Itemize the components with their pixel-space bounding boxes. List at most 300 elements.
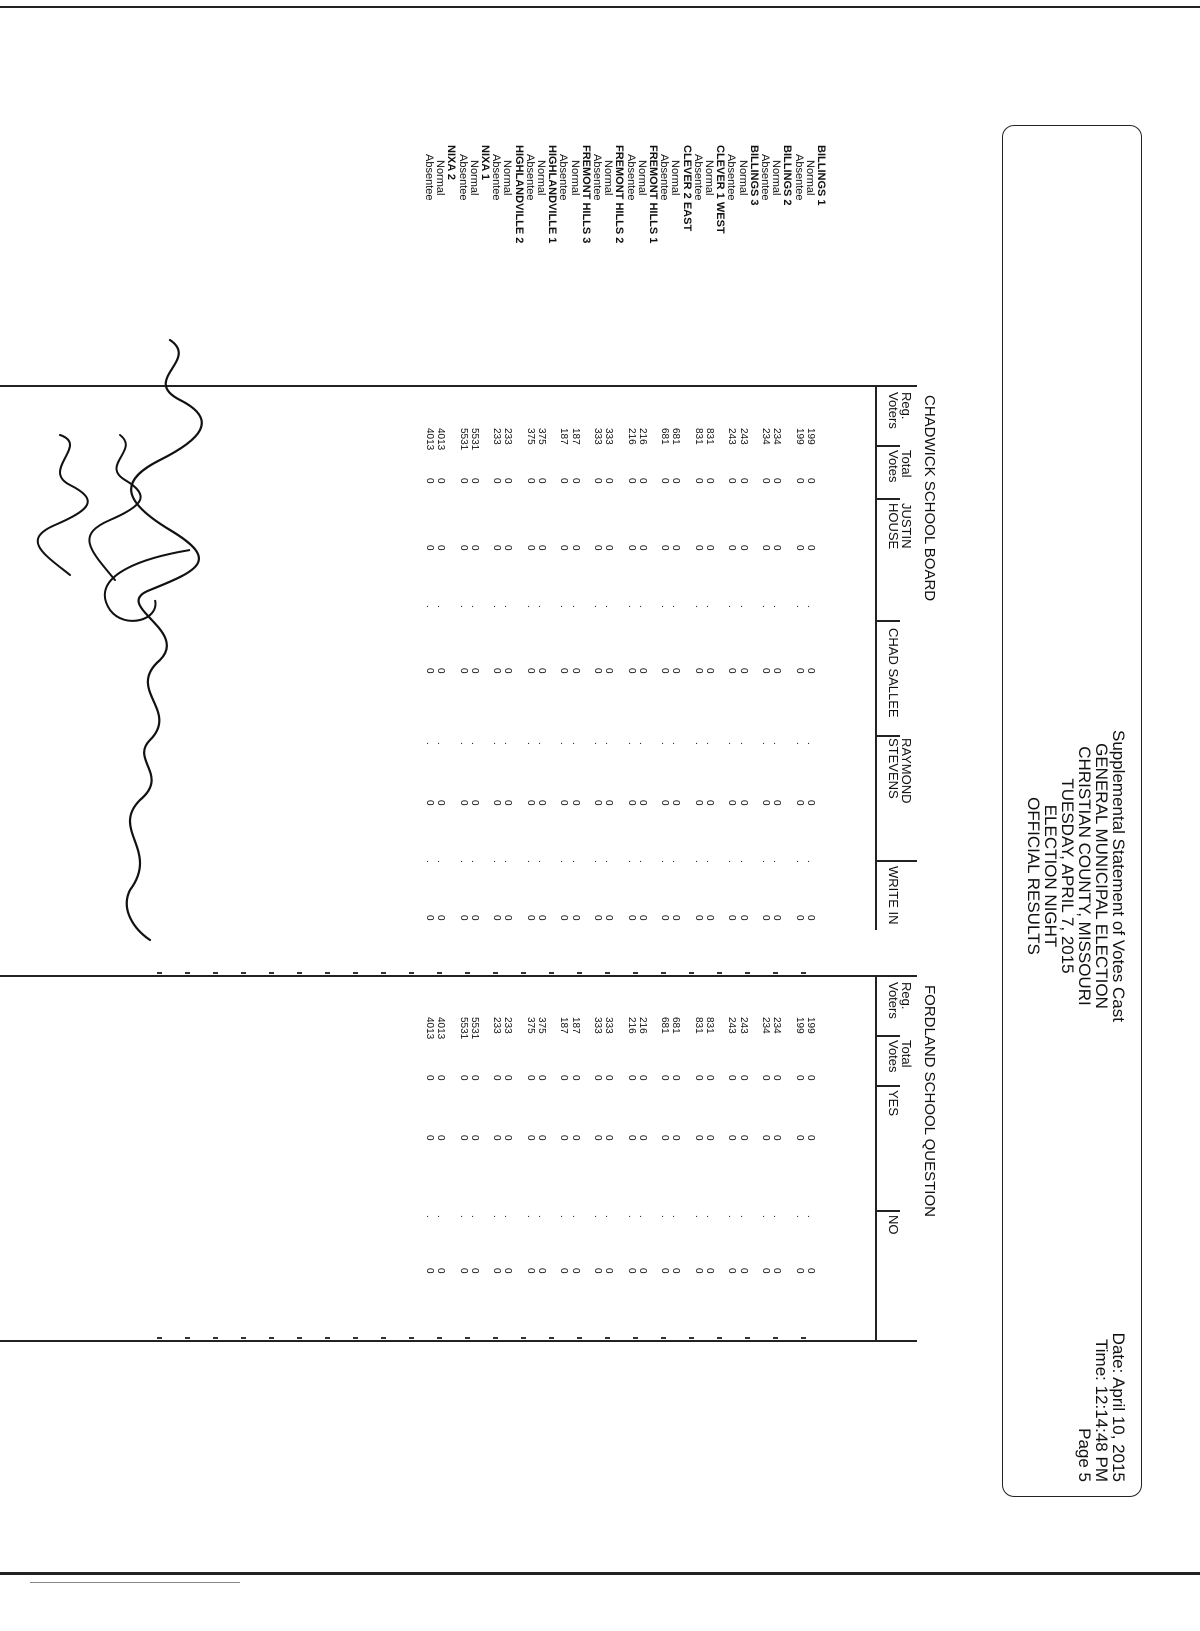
chad-sallee-pct-cell: .	[737, 742, 749, 745]
col-sep	[877, 1085, 900, 1087]
justin-house-cell: 0	[491, 545, 503, 551]
fordland-reg-voters-cell: 234	[771, 1017, 783, 1034]
write-in-cell: 0	[636, 915, 648, 921]
fordland-yes-pct-cell: .	[625, 1215, 637, 1218]
report-title-line: CHRISTIAN COUNTY, MISSOURI	[1075, 746, 1094, 1006]
write-in-cell: 0	[457, 915, 469, 921]
fordland-yes-pct-cell: .	[592, 1215, 603, 1218]
rule-tick	[157, 972, 162, 974]
fordland-yes-cell: 0	[424, 1135, 435, 1141]
report-time: Time: 12:14:48 PM	[1092, 1339, 1111, 1482]
total-votes-cell: 0	[502, 478, 514, 484]
precinct-name: CLEVER 2 EAST	[680, 145, 693, 232]
row-label-absentee: Absentee	[725, 154, 738, 201]
report-title-line: OFFICIAL RESULTS	[1024, 797, 1043, 955]
col-header-raymond-stevens: RAYMOND STEVENS	[886, 738, 914, 804]
fordland-total-votes-cell: 0	[558, 1075, 570, 1081]
fordland-total-votes-cell: 0	[491, 1075, 503, 1081]
total-votes-cell: 0	[636, 478, 648, 484]
write-in-cell: 0	[692, 915, 704, 921]
fordland-yes-pct-cell: .	[558, 1215, 570, 1218]
raymond-stevens-cell: 0	[603, 800, 615, 806]
raymond-stevens-pct-cell: .	[804, 860, 816, 863]
precinct-name: FREMONT HILLS 3	[579, 145, 592, 244]
fordland-yes-pct-cell: .	[603, 1215, 615, 1218]
write-in-cell: 0	[468, 915, 480, 921]
fordland-yes-pct-cell: .	[737, 1215, 749, 1218]
justin-house-pct-cell: .	[636, 605, 648, 608]
reg-voters-cell: 333	[603, 428, 615, 445]
fordland-yes-pct-cell: .	[536, 1215, 547, 1218]
fordland-reg-voters-cell: 681	[659, 1017, 671, 1034]
fordland-no-cell: 0	[569, 1268, 581, 1274]
justin-house-cell: 0	[670, 545, 682, 551]
justin-house-pct-cell: .	[558, 605, 570, 608]
justin-house-cell: 0	[524, 545, 536, 551]
fordland-total-votes-cell: 0	[659, 1075, 671, 1081]
row-label-normal: Normal	[568, 160, 581, 196]
justin-house-pct-cell: .	[670, 605, 682, 608]
col-sep	[877, 498, 900, 500]
fordland-no-cell: 0	[424, 1268, 435, 1274]
write-in-cell: 0	[793, 915, 805, 921]
chad-sallee-cell: 0	[636, 668, 648, 674]
chadwick-section-title: CHADWICK SCHOOL BOARD	[921, 395, 938, 602]
raymond-stevens-pct-cell: .	[558, 860, 570, 863]
chad-sallee-pct-cell: .	[592, 742, 603, 745]
justin-house-cell: 0	[558, 545, 570, 551]
rule-tick	[549, 1337, 554, 1339]
row-label-absentee: Absentee	[557, 154, 570, 201]
chad-sallee-pct-cell: .	[491, 742, 503, 745]
fordland-no-cell: 0	[502, 1268, 514, 1274]
fordland-total-votes-cell: 0	[457, 1075, 469, 1081]
fordland-yes-cell: 0	[536, 1135, 547, 1141]
rule-tick	[745, 1337, 750, 1339]
rule-tick	[185, 1337, 190, 1339]
reg-voters-cell: 333	[592, 428, 603, 445]
raymond-stevens-cell: 0	[804, 800, 816, 806]
rule-tick	[353, 972, 358, 974]
justin-house-cell: 0	[536, 545, 547, 551]
col-header-yes: YES	[886, 1090, 901, 1117]
fordland-no-cell: 0	[625, 1268, 637, 1274]
precinct-name: HIGHLANDVILLE 1	[546, 145, 559, 244]
rule-tick	[409, 1337, 414, 1339]
raymond-stevens-pct-cell: .	[603, 860, 615, 863]
rule-tick	[605, 972, 610, 974]
fordland-yes-cell: 0	[636, 1135, 648, 1141]
fordland-yes-cell: 0	[760, 1135, 771, 1141]
chad-sallee-cell: 0	[424, 668, 435, 674]
raymond-stevens-pct-cell: .	[625, 860, 637, 863]
row-label-normal: Normal	[434, 160, 447, 196]
reg-voters-cell: 5531	[468, 428, 480, 451]
fordland-reg-voters-cell: 375	[536, 1017, 547, 1034]
chad-sallee-pct-cell: .	[793, 742, 805, 745]
raymond-stevens-pct-cell: .	[670, 860, 682, 863]
fordland-section-title: FORDLAND SCHOOL QUESTION	[921, 985, 938, 1217]
justin-house-cell: 0	[704, 545, 715, 551]
col-sep	[877, 735, 900, 737]
raymond-stevens-cell: 0	[704, 800, 715, 806]
chad-sallee-cell: 0	[603, 668, 615, 674]
rule-tick	[437, 972, 442, 974]
col-sep	[877, 1210, 900, 1212]
write-in-cell: 0	[603, 915, 615, 921]
chad-sallee-pct-cell: .	[558, 742, 570, 745]
fordland-no-cell: 0	[670, 1268, 682, 1274]
reg-voters-cell: 375	[536, 428, 547, 445]
row-label-absentee: Absentee	[691, 154, 704, 201]
fordland-no-cell: 0	[524, 1268, 536, 1274]
col-header-total-votes: Total Votes	[886, 450, 914, 483]
col-sep	[877, 620, 900, 622]
fordland-yes-cell: 0	[468, 1135, 480, 1141]
raymond-stevens-pct-cell: .	[424, 860, 435, 863]
raymond-stevens-cell: 0	[659, 800, 671, 806]
fordland-yes-cell: 0	[603, 1135, 615, 1141]
total-votes-cell: 0	[659, 478, 671, 484]
write-in-cell: 0	[536, 915, 547, 921]
rule-tick	[353, 1337, 358, 1339]
row-label-normal: Normal	[669, 160, 682, 196]
fordland-yes-pct-cell: .	[636, 1215, 648, 1218]
fordland-yes-cell: 0	[558, 1135, 570, 1141]
rule-tick	[185, 972, 190, 974]
write-in-cell: 0	[804, 915, 816, 921]
justin-house-cell: 0	[659, 545, 671, 551]
justin-house-pct-cell: .	[502, 605, 514, 608]
reg-voters-cell: 199	[793, 428, 805, 445]
col-header-total-votes-fordland: Total Votes	[886, 1040, 914, 1073]
fordland-left-rule-lower	[0, 975, 877, 977]
justin-house-cell: 0	[502, 545, 514, 551]
fordland-yes-cell: 0	[659, 1135, 671, 1141]
rule-tick	[269, 1337, 274, 1339]
total-votes-cell: 0	[457, 478, 469, 484]
fordland-yes-cell: 0	[692, 1135, 704, 1141]
fordland-total-votes-cell: 0	[737, 1075, 749, 1081]
fordland-yes-pct-cell: .	[670, 1215, 682, 1218]
row-label-normal: Normal	[803, 160, 816, 196]
chad-sallee-cell: 0	[692, 668, 704, 674]
reg-voters-cell: 234	[760, 428, 771, 445]
fordland-total-votes-cell: 0	[524, 1075, 536, 1081]
total-votes-cell: 0	[536, 478, 547, 484]
fordland-yes-cell: 0	[524, 1135, 536, 1141]
rule-tick	[801, 1337, 806, 1339]
justin-house-cell: 0	[457, 545, 469, 551]
justin-house-pct-cell: .	[704, 605, 715, 608]
row-label-absentee: Absentee	[759, 154, 771, 201]
fordland-yes-cell: 0	[771, 1135, 783, 1141]
fordland-reg-voters-cell: 233	[491, 1017, 503, 1034]
chad-sallee-cell: 0	[793, 668, 805, 674]
fordland-reg-voters-cell: 831	[692, 1017, 704, 1034]
chad-sallee-cell: 0	[569, 668, 581, 674]
raymond-stevens-pct-cell: .	[692, 860, 704, 863]
fordland-no-cell: 0	[636, 1268, 648, 1274]
chad-sallee-cell: 0	[536, 668, 547, 674]
total-votes-cell: 0	[558, 478, 570, 484]
write-in-cell: 0	[435, 915, 447, 921]
fordland-reg-voters-cell: 243	[737, 1017, 749, 1034]
write-in-cell: 0	[569, 915, 581, 921]
fordland-no-cell: 0	[435, 1268, 447, 1274]
justin-house-pct-cell: .	[524, 605, 536, 608]
raymond-stevens-pct-cell: .	[491, 860, 503, 863]
fordland-yes-cell: 0	[704, 1135, 715, 1141]
justin-house-pct-cell: .	[424, 605, 435, 608]
justin-house-cell: 0	[636, 545, 648, 551]
fordland-yes-pct-cell: .	[468, 1215, 480, 1218]
chad-sallee-cell: 0	[558, 668, 570, 674]
raymond-stevens-cell: 0	[670, 800, 682, 806]
row-label-absentee: Absentee	[523, 154, 536, 201]
write-in-cell: 0	[502, 915, 514, 921]
justin-house-pct-cell: .	[457, 605, 469, 608]
raymond-stevens-cell: 0	[793, 800, 805, 806]
chad-sallee-cell: 0	[760, 668, 771, 674]
fordland-no-cell: 0	[468, 1268, 480, 1274]
row-label-normal: Normal	[703, 160, 715, 196]
raymond-stevens-pct-cell: .	[636, 860, 648, 863]
chad-sallee-cell: 0	[704, 668, 715, 674]
fordland-no-cell: 0	[704, 1268, 715, 1274]
total-votes-cell: 0	[804, 478, 816, 484]
justin-house-cell: 0	[737, 545, 749, 551]
fordland-reg-voters-cell: 333	[592, 1017, 603, 1034]
chad-sallee-pct-cell: .	[424, 742, 435, 745]
total-votes-cell: 0	[569, 478, 581, 484]
col-header-reg-voters-fordland: Reg. Voters	[886, 982, 914, 1019]
fordland-no-cell: 0	[726, 1268, 738, 1274]
write-in-cell: 0	[771, 915, 783, 921]
chad-sallee-cell: 0	[435, 668, 447, 674]
rule-tick	[661, 972, 666, 974]
fordland-reg-voters-cell: 187	[558, 1017, 570, 1034]
precinct-name: NIXA 1	[479, 145, 491, 181]
precinct-name: BILLINGS 1	[815, 145, 827, 206]
raymond-stevens-cell: 0	[524, 800, 536, 806]
fordland-total-votes-cell: 0	[636, 1075, 648, 1081]
chad-sallee-cell: 0	[625, 668, 637, 674]
reg-voters-cell: 681	[659, 428, 671, 445]
fordland-no-cell: 0	[592, 1268, 603, 1274]
chad-sallee-pct-cell: .	[457, 742, 469, 745]
rule-tick	[773, 1337, 778, 1339]
reg-voters-cell: 233	[502, 428, 514, 445]
raymond-stevens-cell: 0	[726, 800, 738, 806]
col-header-reg-voters: Reg. Voters	[886, 392, 914, 429]
total-votes-cell: 0	[771, 478, 783, 484]
rule-tick	[269, 972, 274, 974]
justin-house-pct-cell: .	[592, 605, 603, 608]
row-label-normal: Normal	[535, 160, 547, 196]
fordland-total-votes-cell: 0	[435, 1075, 447, 1081]
fordland-reg-voters-cell: 233	[502, 1017, 514, 1034]
total-votes-cell: 0	[524, 478, 536, 484]
justin-house-pct-cell: .	[625, 605, 637, 608]
justin-house-cell: 0	[592, 545, 603, 551]
raymond-stevens-pct-cell: .	[760, 860, 771, 863]
raymond-stevens-pct-cell: .	[726, 860, 738, 863]
raymond-stevens-cell: 0	[760, 800, 771, 806]
justin-house-cell: 0	[760, 545, 771, 551]
raymond-stevens-cell: 0	[435, 800, 447, 806]
write-in-cell: 0	[491, 915, 503, 921]
col-header-justin-house: JUSTIN HOUSE	[886, 503, 914, 550]
rule-tick	[717, 1337, 722, 1339]
write-in-cell: 0	[760, 915, 771, 921]
fordland-total-votes-cell: 0	[536, 1075, 547, 1081]
total-votes-cell: 0	[435, 478, 447, 484]
fordland-yes-cell: 0	[592, 1135, 603, 1141]
write-in-cell: 0	[704, 915, 715, 921]
rule-tick	[465, 1337, 470, 1339]
row-label-normal: Normal	[736, 160, 749, 196]
justin-house-pct-cell: .	[804, 605, 816, 608]
chad-sallee-pct-cell: .	[692, 742, 704, 745]
chad-sallee-pct-cell: .	[435, 742, 447, 745]
fordland-yes-pct-cell: .	[659, 1215, 671, 1218]
fordland-yes-cell: 0	[491, 1135, 503, 1141]
raymond-stevens-cell: 0	[636, 800, 648, 806]
raymond-stevens-pct-cell: .	[704, 860, 715, 863]
precinct-name: FREMONT HILLS 1	[647, 145, 659, 244]
fordland-yes-pct-cell: .	[569, 1215, 581, 1218]
fordland-yes-cell: 0	[726, 1135, 738, 1141]
fordland-total-votes-cell: 0	[603, 1075, 615, 1081]
col-sep	[877, 445, 900, 447]
raymond-stevens-pct-cell: .	[435, 860, 447, 863]
fordland-reg-voters-cell: 4013	[435, 1017, 447, 1040]
chad-sallee-pct-cell: .	[659, 742, 671, 745]
signature-1	[60, 330, 220, 950]
fordland-no-cell: 0	[737, 1268, 749, 1274]
reg-voters-cell: 234	[771, 428, 783, 445]
rule-tick	[689, 1337, 694, 1339]
rule-tick	[493, 1337, 498, 1339]
writein-header-rule	[877, 860, 917, 862]
fordland-reg-voters-cell: 333	[603, 1017, 615, 1034]
reg-voters-cell: 831	[704, 428, 715, 445]
raymond-stevens-cell: 0	[468, 800, 480, 806]
raymond-stevens-cell: 0	[625, 800, 637, 806]
fordland-yes-pct-cell: .	[726, 1215, 738, 1218]
raymond-stevens-pct-cell: .	[592, 860, 603, 863]
raymond-stevens-pct-cell: .	[502, 860, 514, 863]
rule-tick	[633, 972, 638, 974]
reg-voters-cell: 216	[636, 428, 648, 445]
fordland-reg-voters-cell: 243	[726, 1017, 738, 1034]
fordland-yes-cell: 0	[670, 1135, 682, 1141]
write-in-cell: 0	[524, 915, 536, 921]
chad-sallee-pct-cell: .	[760, 742, 771, 745]
total-votes-cell: 0	[760, 478, 771, 484]
chad-sallee-pct-cell: .	[625, 742, 637, 745]
raymond-stevens-cell: 0	[491, 800, 503, 806]
write-in-cell: 0	[659, 915, 671, 921]
chad-sallee-pct-cell: .	[726, 742, 738, 745]
rule-tick	[325, 972, 330, 974]
fordland-no-cell: 0	[804, 1268, 816, 1274]
raymond-stevens-cell: 0	[592, 800, 603, 806]
fordland-yes-pct-cell: .	[704, 1215, 715, 1218]
fordland-reg-voters-cell: 5531	[468, 1017, 480, 1040]
raymond-stevens-pct-cell: .	[771, 860, 783, 863]
precinct-name: FREMONT HILLS 2	[613, 145, 626, 244]
chad-sallee-pct-cell: .	[569, 742, 581, 745]
fordland-total-votes-cell: 0	[726, 1075, 738, 1081]
reg-voters-cell: 187	[558, 428, 570, 445]
rule-tick	[409, 972, 414, 974]
justin-house-cell: 0	[625, 545, 637, 551]
row-label-normal: Normal	[501, 160, 514, 196]
chad-sallee-pct-cell: .	[804, 742, 816, 745]
chad-sallee-cell: 0	[491, 668, 503, 674]
fordland-yes-pct-cell: .	[424, 1215, 435, 1218]
reg-voters-cell: 375	[524, 428, 536, 445]
rule-tick	[493, 972, 498, 974]
fordland-yes-cell: 0	[737, 1135, 749, 1141]
row-label-absentee: Absentee	[490, 154, 503, 201]
fordland-total-votes-cell: 0	[670, 1075, 682, 1081]
fordland-yes-cell: 0	[457, 1135, 469, 1141]
fordland-no-cell: 0	[558, 1268, 570, 1274]
report-title-line: GENERAL MUNICIPAL ELECTION	[1092, 743, 1111, 1009]
fordland-total-votes-cell: 0	[793, 1075, 805, 1081]
fordland-no-cell: 0	[692, 1268, 704, 1274]
total-votes-cell: 0	[737, 478, 749, 484]
justin-house-pct-cell: .	[760, 605, 771, 608]
justin-house-cell: 0	[726, 545, 738, 551]
rule-tick	[297, 1337, 302, 1339]
rule-tick	[437, 1337, 442, 1339]
report-meta	[1076, 1333, 1127, 1482]
raymond-stevens-cell: 0	[502, 800, 514, 806]
reg-voters-cell: 243	[737, 428, 749, 445]
fordland-no-cell: 0	[603, 1268, 615, 1274]
fordland-total-votes-cell: 0	[502, 1075, 514, 1081]
fordland-yes-pct-cell: .	[435, 1215, 447, 1218]
raymond-stevens-cell: 0	[737, 800, 749, 806]
justin-house-pct-cell: .	[659, 605, 671, 608]
reg-voters-cell: 243	[726, 428, 738, 445]
rule-tick	[381, 1337, 386, 1339]
total-votes-cell: 0	[592, 478, 603, 484]
fordland-no-cell: 0	[536, 1268, 547, 1274]
precinct-name: HIGHLANDVILLE 2	[512, 145, 525, 244]
raymond-stevens-pct-cell: .	[468, 860, 480, 863]
justin-house-cell: 0	[424, 545, 435, 551]
fordland-total-votes-cell: 0	[592, 1075, 603, 1081]
chad-sallee-pct-cell: .	[670, 742, 682, 745]
row-label-normal: Normal	[467, 160, 480, 196]
justin-house-cell: 0	[468, 545, 480, 551]
report-title-line: Supplemental Statement of Votes Cast	[1109, 729, 1128, 1022]
justin-house-cell: 0	[771, 545, 783, 551]
rule-tick	[745, 972, 750, 974]
write-in-cell: 0	[737, 915, 749, 921]
fordland-reg-voters-cell: 4013	[424, 1017, 435, 1040]
report-page-number: Page 5	[1075, 1428, 1094, 1482]
fordland-yes-cell: 0	[435, 1135, 447, 1141]
fordland-yes-cell: 0	[804, 1135, 816, 1141]
chad-sallee-pct-cell: .	[771, 742, 783, 745]
reg-voters-cell: 4013	[424, 428, 435, 451]
